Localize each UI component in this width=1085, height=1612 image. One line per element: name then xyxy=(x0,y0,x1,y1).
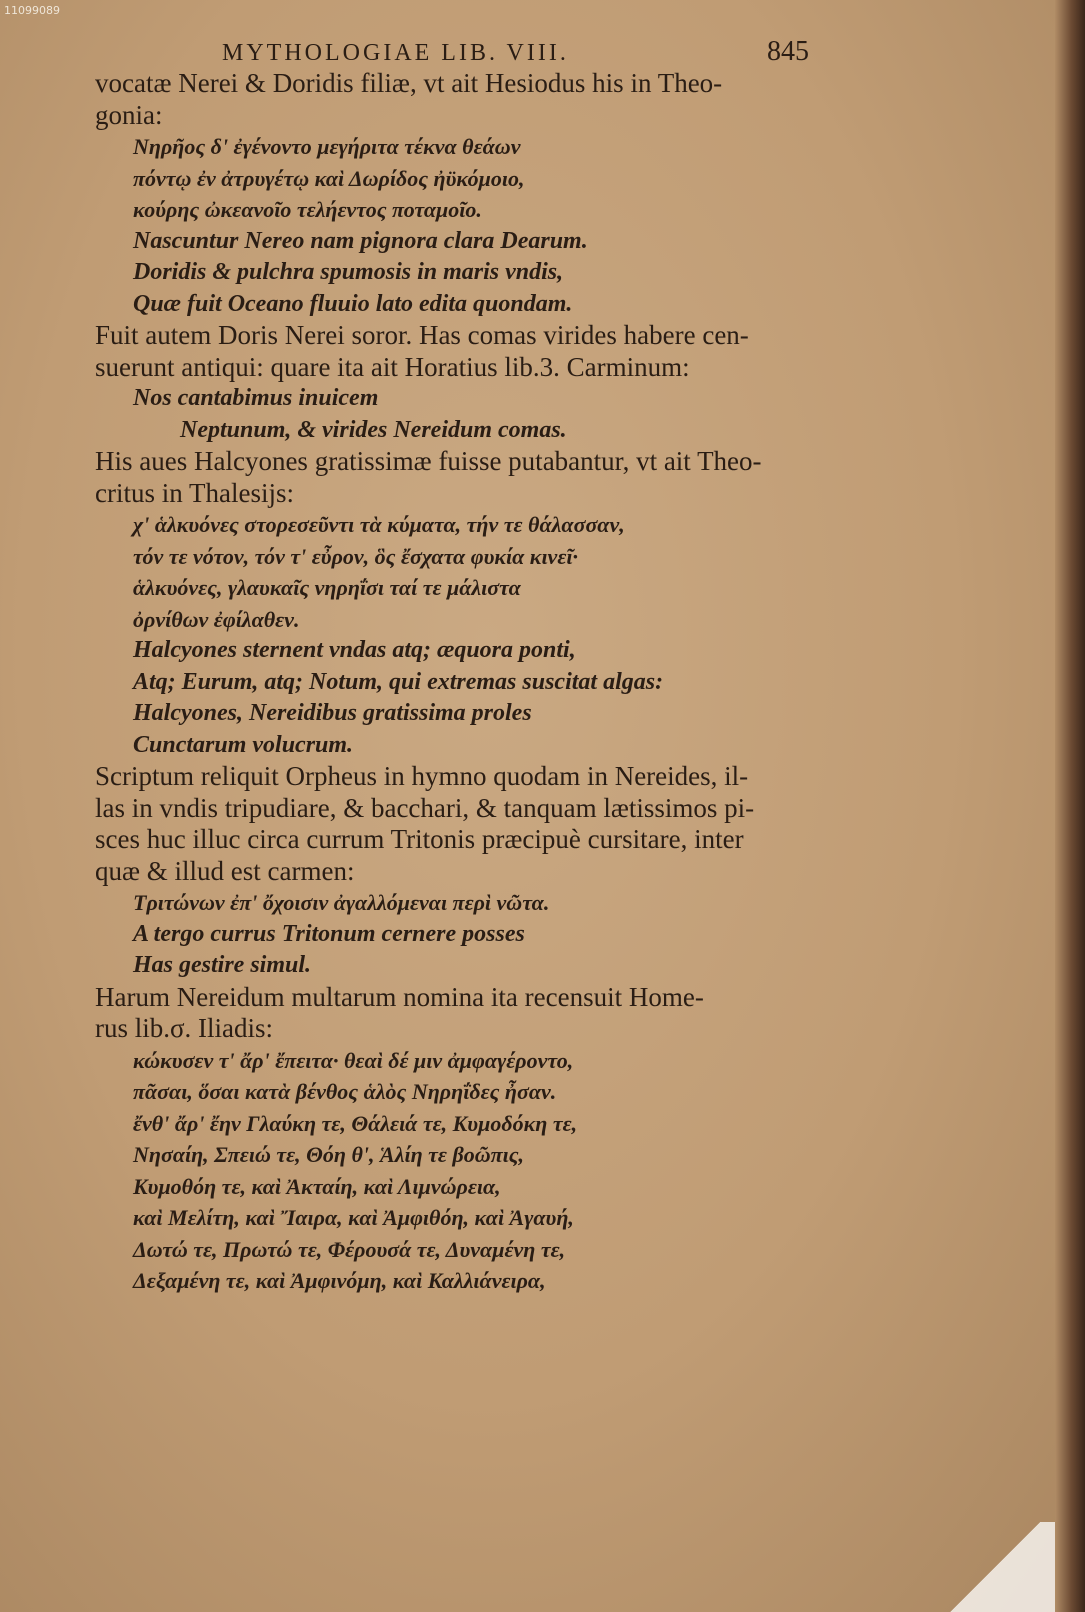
prose-line: rus lib.σ. Iliadis: xyxy=(95,1013,274,1043)
latin-verse-line: Neptunum, & virides Nereidum comas. xyxy=(180,416,567,443)
greek-verse-line: ὀρνίθων ἐφίλαθεν. xyxy=(133,606,300,632)
greek-verse-line: Δωτώ τε, Πρωτώ τε, Φέρουσά τε, Δυναμένη τε, xyxy=(133,1236,566,1262)
prose-line: His aues Halcyones gratissimæ fuisse putabantur, vt ait Theo- xyxy=(95,446,762,476)
prose-line: gonia: xyxy=(95,99,163,130)
greek-verse-line: κούρης ὠκεανοῖο τελήεντος ποταμοῖο. xyxy=(133,197,482,222)
page-corner-fold xyxy=(935,1522,1055,1612)
prose-line: Scriptum reliquit Orpheus in hymno quodam in Nereides, il- xyxy=(95,761,749,791)
prose-line: vocatæ Nerei & Doridis filiæ, vt ait Hesiodus his in Theo- xyxy=(95,68,723,98)
greek-verse-line: Κυμοθόη τε, καὶ Ἀκταίη, καὶ Λιμνώρεια, xyxy=(133,1173,501,1199)
greek-verse-line: τόν τε νότον, τόν τ' εὖρον, ὃς ἔσχατα φυκία κινεῖ· xyxy=(133,543,578,569)
greek-verse-line: ἔνθ' ἄρ' ἔην Γλαύκη τε, Θάλειά τε, Κυμοδόκη τε, xyxy=(133,1110,578,1136)
greek-verse-line: καὶ Μελίτη, καὶ Ἴαιρα, καὶ Ἀμφιθόη, καὶ Ἀγαυή, xyxy=(133,1205,574,1230)
greek-verse-line: Νηρῆος δ' ἐγένοντο μεγήριτα τέκνα θεάων xyxy=(133,134,521,159)
greek-verse-line: πᾶσαι, ὅσαι κατὰ βένθος ἁλὸς Νηρηΐδες ἦσαν. xyxy=(133,1079,557,1104)
greek-verse-line: ἁλκυόνες, γλαυκαῖς νηρηΐσι ταί τε μάλιστα xyxy=(133,575,521,600)
prose-line: Fuit autem Doris Nerei soror. Has comas virides habere cen- xyxy=(95,320,749,350)
prose-line: Harum Nereidum multarum nomina ita recensuit Home- xyxy=(95,981,704,1012)
prose-line: las in vndis tripudiare, & bacchari, & tanquam lætissimos pi- xyxy=(95,792,755,823)
latin-verse-line: Quæ fuit Oceano fluuio lato edita quondam. xyxy=(133,290,573,317)
prose-line: suerunt antiqui: quare ita ait Horatius lib.3. Carminum: xyxy=(95,351,690,382)
page-edge-shadow xyxy=(1055,0,1085,1612)
latin-verse-line: Halcyones sternent vndas atq; æquora ponti, xyxy=(133,637,576,663)
prose-line: critus in Thalesijs: xyxy=(95,477,294,508)
latin-verse-line: Has gestire simul. xyxy=(133,952,312,978)
greek-verse-line: κώκυσεν τ' ἄρ' ἔπειτα· θεαὶ δέ μιν ἀμφαγέροντο, xyxy=(133,1047,574,1073)
latin-verse-line: Nos cantabimus inuicem xyxy=(133,385,379,411)
page-number: 845 xyxy=(767,36,809,67)
running-header: MYTHOLOGIAE LIB. VIII. xyxy=(222,40,569,66)
greek-verse-line: Νησαίη, Σπειώ τε, Θόη θ', Ἁλίη τε βοῶπις, xyxy=(133,1142,525,1167)
greek-verse-line: Τριτώνων ἐπ' ὄχοισιν ἀγαλλόμεναι περὶ νῶτα. xyxy=(133,890,550,915)
page-body-text xyxy=(95,68,810,1297)
greek-verse-line: πόντῳ ἐν ἀτρυγέτῳ καὶ Δωρίδος ἠϋκόμοιο, xyxy=(133,165,525,191)
latin-verse-line: Cunctarum volucrum. xyxy=(133,731,354,758)
latin-verse-line: Nascuntur Nereo nam pignora clara Dearum. xyxy=(133,227,588,254)
latin-verse-line: Atq; Eurum, atq; Notum, qui extremas suscitat algas: xyxy=(133,668,664,695)
latin-verse-line: A tergo currus Tritonum cernere posses xyxy=(133,920,525,947)
scan-id-stamp: 11099089 xyxy=(4,4,60,17)
greek-verse-line: Δεξαμένη τε, καὶ Ἀμφινόμη, καὶ Καλλιάνειρα, xyxy=(133,1268,546,1293)
prose-line: quæ & illud est carmen: xyxy=(95,855,355,886)
latin-verse-line: Doridis & pulchra spumosis in maris vndis, xyxy=(133,259,564,285)
prose-line: sces huc illuc circa currum Tritonis præcipuè cursitare, inter xyxy=(95,824,744,854)
greek-verse-line: χ' ἁλκυόνες στορεσεῦντι τὰ κύματα, τήν τε θάλασσαν, xyxy=(133,512,625,537)
latin-verse-line: Halcyones, Nereidibus gratissima proles xyxy=(133,700,532,726)
